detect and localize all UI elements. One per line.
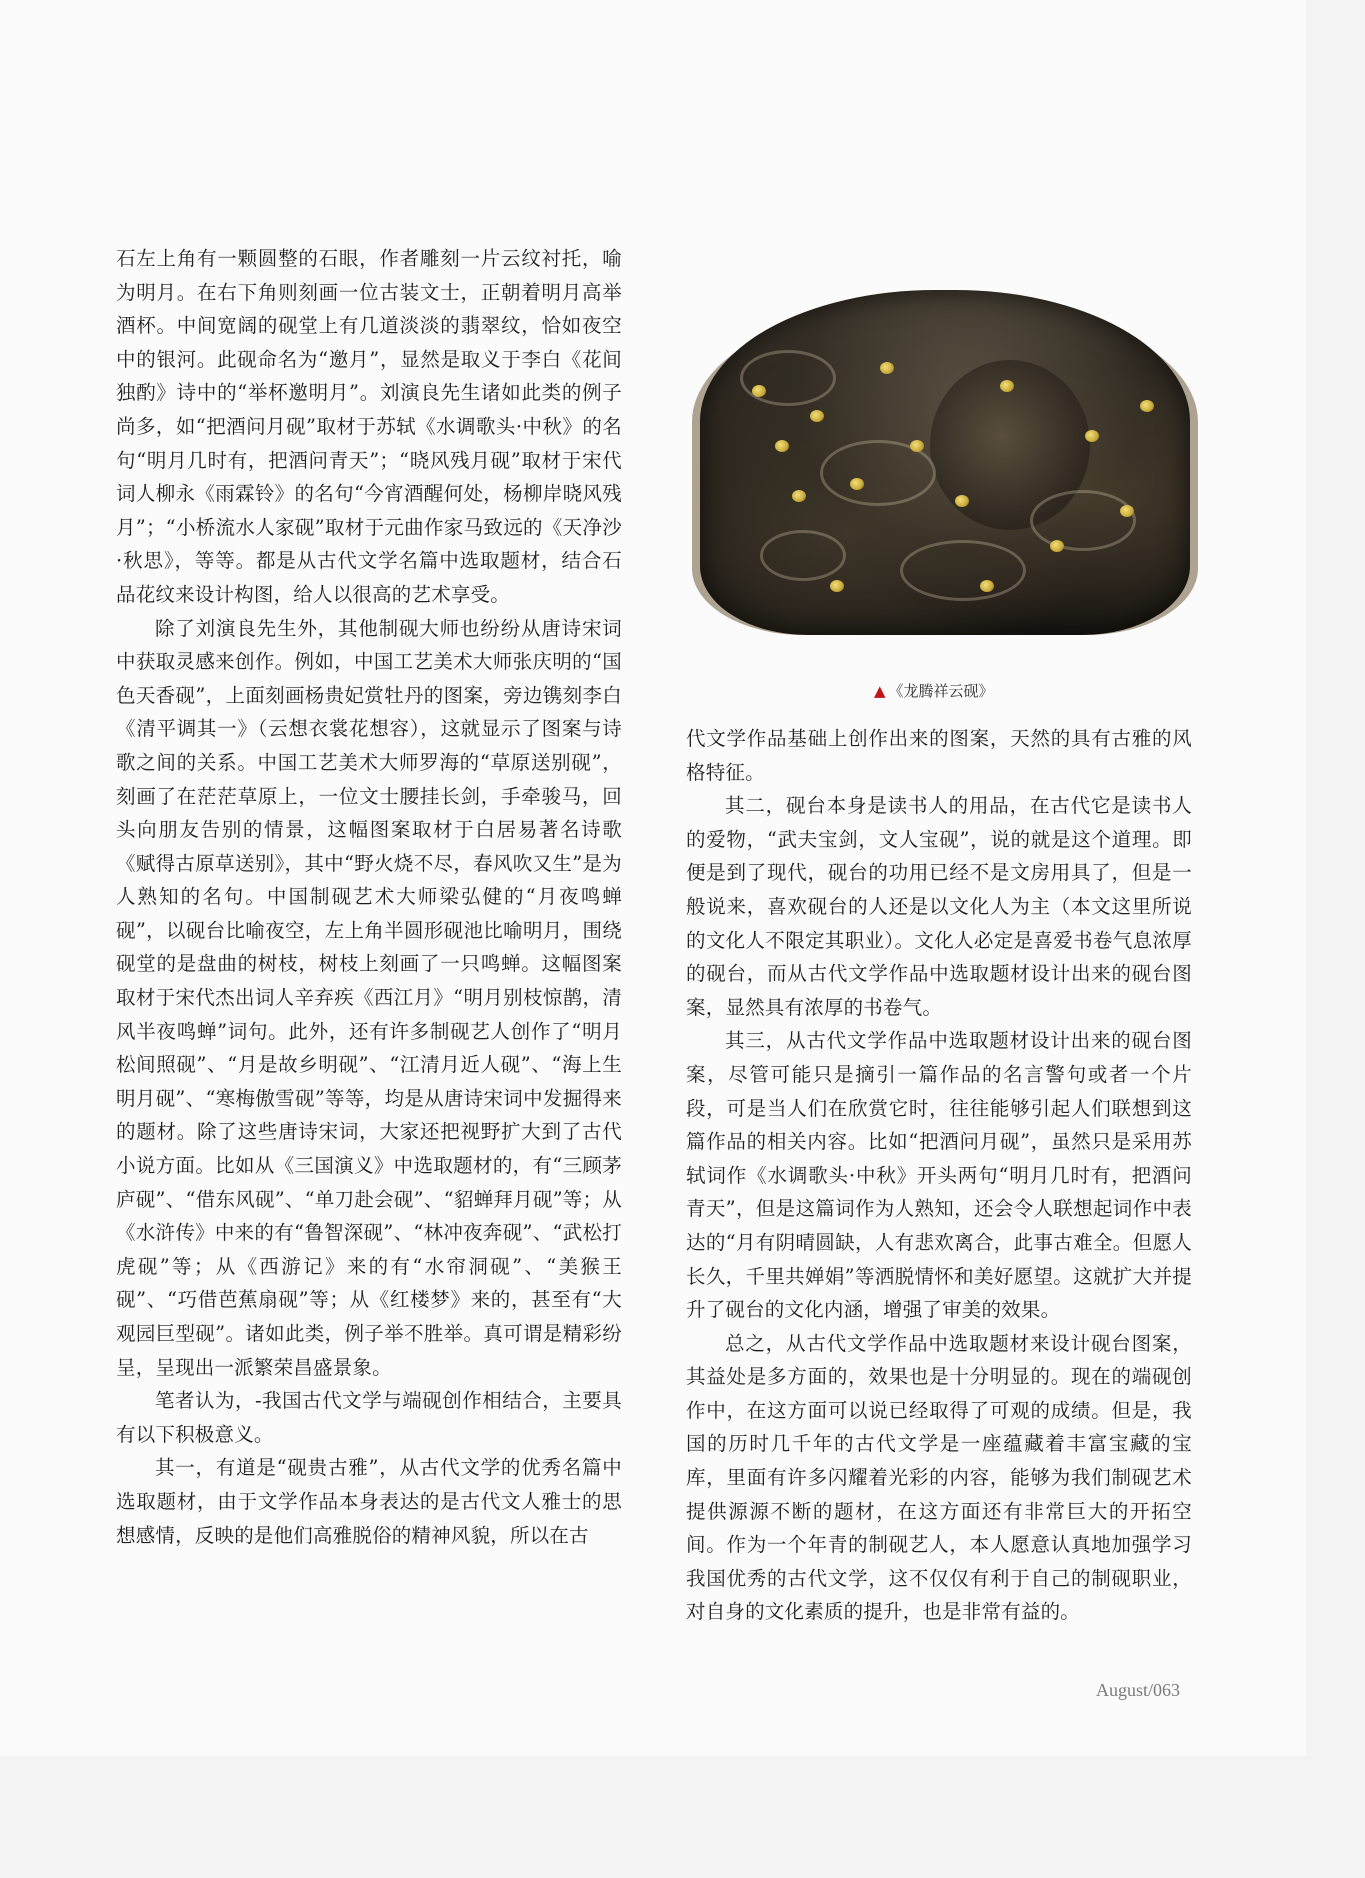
paragraph: 总之，从古代文学作品中选取题材来设计砚台图案，其益处是多方面的，效果也是十分明显的。现在的端砚创作中，在这方面可以说已经取得了可观的成绩。但是，我国的历时几千年的古代文学是一座蕴藏着丰富宝藏的宝库，里面有许多闪耀着光彩的内容，能够为我们制砚艺术提供源源不断的题材，在这方面还有非常巨大的开拓空间。作为一个年青的制砚艺人，本人愿意认真地加强学习我国优秀的古代文学，这不仅仅有利于自己的制砚职业，对自身的文化素质的提升，也是非常有益的。	[686, 1331, 1192, 1624]
photo-caption	[874, 680, 994, 701]
paragraph: 代文学作品基础上创作出来的图案，天然的具有古雅的风格特征。	[686, 727, 1192, 784]
caption-text: 《龙腾祥云砚》	[888, 682, 994, 700]
paragraph: 其二，砚台本身是读书人的用品，在古代它是读书人的爱物，“武夫宝剑，文人宝砚”，说的就是这个道理。即便是到了现代，砚台的功用已经不是文房用具了，但是一般说来，喜欢砚台的人还是以文化人为主（本文这里所说的文化人不限定其职业）。文化人必定是喜爱书卷气息浓厚的砚台，而从古代文学作品中选取题材设计出来的砚台图案，显然具有浓厚的书卷气。	[686, 794, 1192, 1019]
left-text-column	[116, 242, 622, 1552]
inkstone-photo	[700, 290, 1190, 635]
right-text-column	[686, 722, 1192, 1629]
paragraph: 其一，有道是“砚贵古雅”，从古代文学的优秀名篇中选取题材，由于文学作品本身表达的是古代文人雅士的思想感情，反映的是他们高雅脱俗的精神风貌，所以在古	[116, 1456, 622, 1547]
paragraph: 笔者认为，-我国古代文学与端砚创作相结合，主要具有以下积极意义。	[116, 1389, 622, 1446]
scan-margin-bottom	[0, 1756, 1365, 1878]
paragraph: 其三，从古代文学作品中选取题材设计出来的砚台图案，尽管可能只是摘引一篇作品的名言警句或者一个片段，可是当人们在欣赏它时，往往能够引起人们联想到这篇作品的相关内容。比如“把酒问月砚”，虽然只是采用苏轼词作《水调歌头·中秋》开头两句“明月几时有，把酒问青天”，但是这篇词作为人熟知，还会令人联想起词作中表达的“月有阴晴圆缺，人有悲欢离合，此事古难全。但愿人长久，千里共婵娟”等洒脱情怀和美好愿望。这就扩大并提升了砚台的文化内涵，增强了审美的效果。	[686, 1029, 1192, 1322]
paragraph: 石左上角有一颗圆整的石眼，作者雕刻一片云纹衬托，喻为明月。在右下角则刻画一位古装文士，正朝着明月高举酒杯。中间宽阔的砚堂上有几道淡淡的翡翠纹，恰如夜空中的银河。此砚命名为“邀月”，显然是取义于李白《花间独酌》诗中的“举杯邀明月”。刘演良先生诸如此类的例子尚多，如“把酒问月砚”取材于苏轼《水调歌头·中秋》的名句“明月几时有，把酒问青天”；“晓风残月砚”取材于宋代词人柳永《雨霖铃》的名句“今宵酒醒何处，杨柳岸晓风残月”；“小桥流水人家砚”取材于元曲作家马致远的《天净沙·秋思》，等等。都是从古代文学名篇中选取题材，结合石品花纹来设计构图，给人以很高的艺术享受。	[116, 247, 622, 606]
paragraph: 除了刘演良先生外，其他制砚大师也纷纷从唐诗宋词中获取灵感来创作。例如，中国工艺美术大师张庆明的“国色天香砚”，上面刻画杨贵妃赏牡丹的图案，旁边镌刻李白《清平调其一》（云想衣裳花想容），这就显示了图案与诗歌之间的关系。中国工艺美术大师罗海的“草原送别砚”，刻画了在茫茫草原上，一位文士腰挂长剑，手牵骏马，回头向朋友告别的情景，这幅图案取材于白居易著名诗歌《赋得古原草送别》，其中“野火烧不尽，春风吹又生”是为人熟知的名句。中国制砚艺术大师梁弘健的“月夜鸣蝉砚”，以砚台比喻夜空，左上角半圆形砚池比喻明月，围绕砚堂的是盘曲的树枝，树枝上刻画了一只鸣蝉。这幅图案取材于宋代杰出词人辛弃疾《西江月》“明月别枝惊鹊，清风半夜鸣蝉”词句。此外，还有许多制砚艺人创作了“明月松间照砚”、“月是故乡明砚”、“江清月近人砚”、“海上生明月砚”、“寒梅傲雪砚”等等，均是从唐诗宋词中发掘得来的题材。除了这些唐诗宋词，大家还把视野扩大到了古代小说方面。比如从《三国演义》中选取题材的，有“三顾茅庐砚”、“借东风砚”、“单刀赴会砚”、“貂蝉拜月砚”等；从《水浒传》中来的有“鲁智深砚”、“林冲夜奔砚”、“武松打虎砚”等；从《西游记》来的有“水帘洞砚”、“美猴王砚”、“巧借芭蕉扇砚”等；从《红楼梦》来的，甚至有“大观园巨型砚”。诸如此类，例子举不胜举。真可谓是精彩纷呈，呈现出一派繁荣昌盛景象。	[116, 616, 622, 1379]
caption-triangle-icon: ▲	[874, 682, 886, 700]
page-folio: August/063	[1096, 1680, 1181, 1700]
scan-margin-right	[1306, 0, 1365, 1878]
